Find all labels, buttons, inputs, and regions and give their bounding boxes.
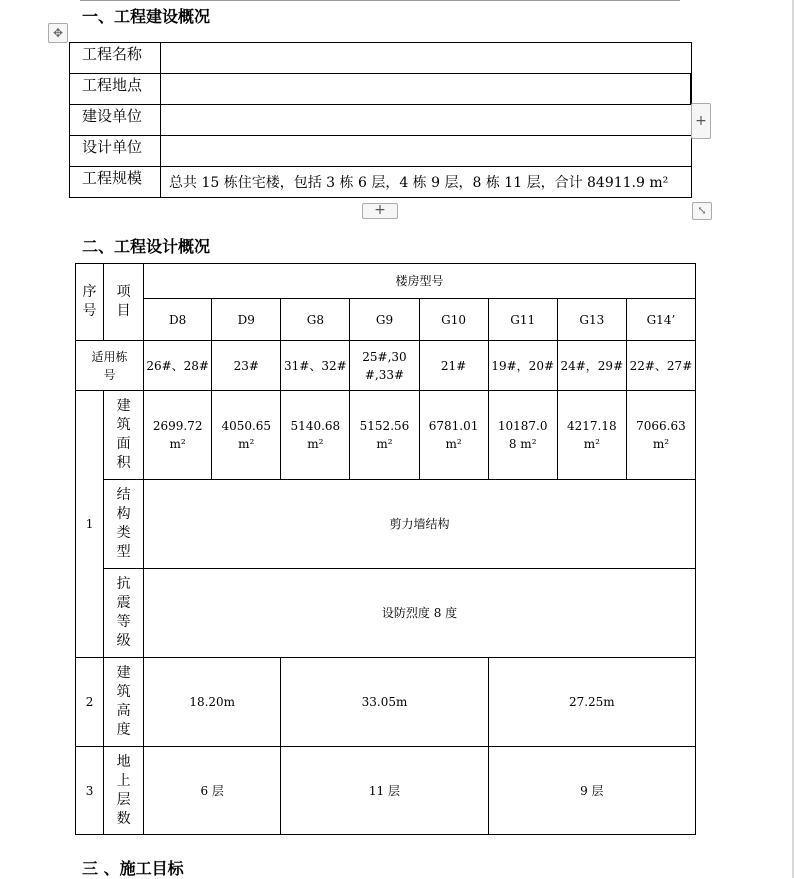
table-row [76, 264, 696, 299]
applicable-cell: 23# [212, 341, 281, 391]
height-no: 2 [76, 658, 104, 747]
area-cell: 7066.63 m² [626, 391, 695, 480]
table-row [76, 747, 696, 835]
model-cell: G13 [557, 299, 626, 341]
cell-value[interactable] [161, 43, 692, 74]
floors-cell: 9 层 [488, 747, 695, 835]
structure-value: 剪力墙结构 [144, 480, 696, 569]
seismic-value: 设防烈度 8 度 [144, 569, 696, 658]
section-3-heading: 三 、施工目标 [82, 859, 184, 878]
header-item-cell [104, 264, 144, 341]
height-label-cell [104, 658, 144, 747]
height-cell: 27.25m [488, 658, 695, 747]
table-row [70, 136, 692, 167]
model-cell: G14’ [626, 299, 695, 341]
area-cell: 5140.68 m² [281, 391, 350, 480]
add-column-button[interactable]: + [691, 103, 711, 139]
table-row [76, 658, 696, 747]
seismic-label-cell [104, 569, 144, 658]
model-cell: G11 [488, 299, 557, 341]
floors-cell: 6 层 [144, 747, 281, 835]
area-cell: 5152.56 m² [350, 391, 419, 480]
height-cell: 18.20m [144, 658, 281, 747]
applicable-cell: 22#、27# [626, 341, 695, 391]
area-cell: 6781.01 m² [419, 391, 488, 480]
page-top-rule [80, 0, 680, 1]
applicable-cell: 31#、32# [281, 341, 350, 391]
project-overview-table [69, 42, 692, 198]
table-resize-icon[interactable]: ⤡ [692, 202, 712, 220]
height-cell: 33.05m [281, 658, 488, 747]
section-2-heading: 二、工程设计概况 [82, 237, 211, 256]
cell-value[interactable] [161, 74, 692, 105]
cell-label: 建设单位 [70, 105, 161, 136]
header-seq: 序号 [82, 284, 97, 319]
model-cell: G8 [281, 299, 350, 341]
cell-label: 工程规模 [70, 167, 161, 198]
table-row [76, 299, 696, 341]
section-1-heading: 一、工程建设概况 [82, 7, 211, 26]
cell-value[interactable] [161, 136, 692, 167]
table-row [76, 480, 696, 569]
area-label: 建筑面积 [116, 398, 131, 471]
table-row [70, 43, 692, 74]
area-label-cell [104, 391, 144, 480]
area-cell: 10187.08 m² [488, 391, 557, 480]
cell-value[interactable] [161, 105, 692, 136]
applicable-cell: 26#、28# [144, 341, 212, 391]
table-row [76, 569, 696, 658]
cell-label: 工程地点 [70, 74, 161, 105]
floors-label-cell [104, 747, 144, 835]
area-cell: 4217.18 m² [557, 391, 626, 480]
floors-no: 3 [76, 747, 104, 835]
model-cell: G10 [419, 299, 488, 341]
cell-label: 设计单位 [70, 136, 161, 167]
seismic-label: 抗震等级 [116, 576, 131, 649]
header-models: 楼房型号 [144, 264, 696, 299]
model-cell: D8 [144, 299, 212, 341]
area-cell: 2699.72 m² [144, 391, 212, 480]
applicable-cell: 25#,30#,33# [350, 341, 419, 391]
table-row [70, 74, 692, 105]
design-overview-table [75, 263, 696, 835]
model-cell: D9 [212, 299, 281, 341]
table-row [70, 167, 692, 198]
floors-label: 地上层数 [116, 753, 131, 827]
applicable-cell: 21# [419, 341, 488, 391]
applicable-label: 适用栋号 [76, 341, 144, 391]
table-move-handle-icon[interactable]: ✥ [48, 23, 68, 43]
applicable-cell: 19#，20# [488, 341, 557, 391]
model-cell: G9 [350, 299, 419, 341]
add-row-button[interactable]: + [362, 203, 398, 219]
table-row [76, 391, 696, 480]
table-row [70, 105, 692, 136]
applicable-cell: 24#，29# [557, 341, 626, 391]
cell-label: 工程名称 [70, 43, 161, 74]
group1-no: 1 [76, 391, 104, 658]
height-label: 建筑高度 [116, 665, 131, 738]
table-row [76, 341, 696, 391]
structure-label: 结构类型 [116, 487, 131, 560]
header-seq-cell [76, 264, 104, 341]
floors-cell: 11 层 [281, 747, 488, 835]
project-scale-value[interactable]: 总共 15 栋住宅楼，包括 3 栋 6 层，4 栋 9 层，8 栋 11 层，合计 84911.9 m² [161, 167, 692, 198]
structure-label-cell [104, 480, 144, 569]
header-item: 项目 [116, 284, 131, 319]
area-cell: 4050.65 m² [212, 391, 281, 480]
